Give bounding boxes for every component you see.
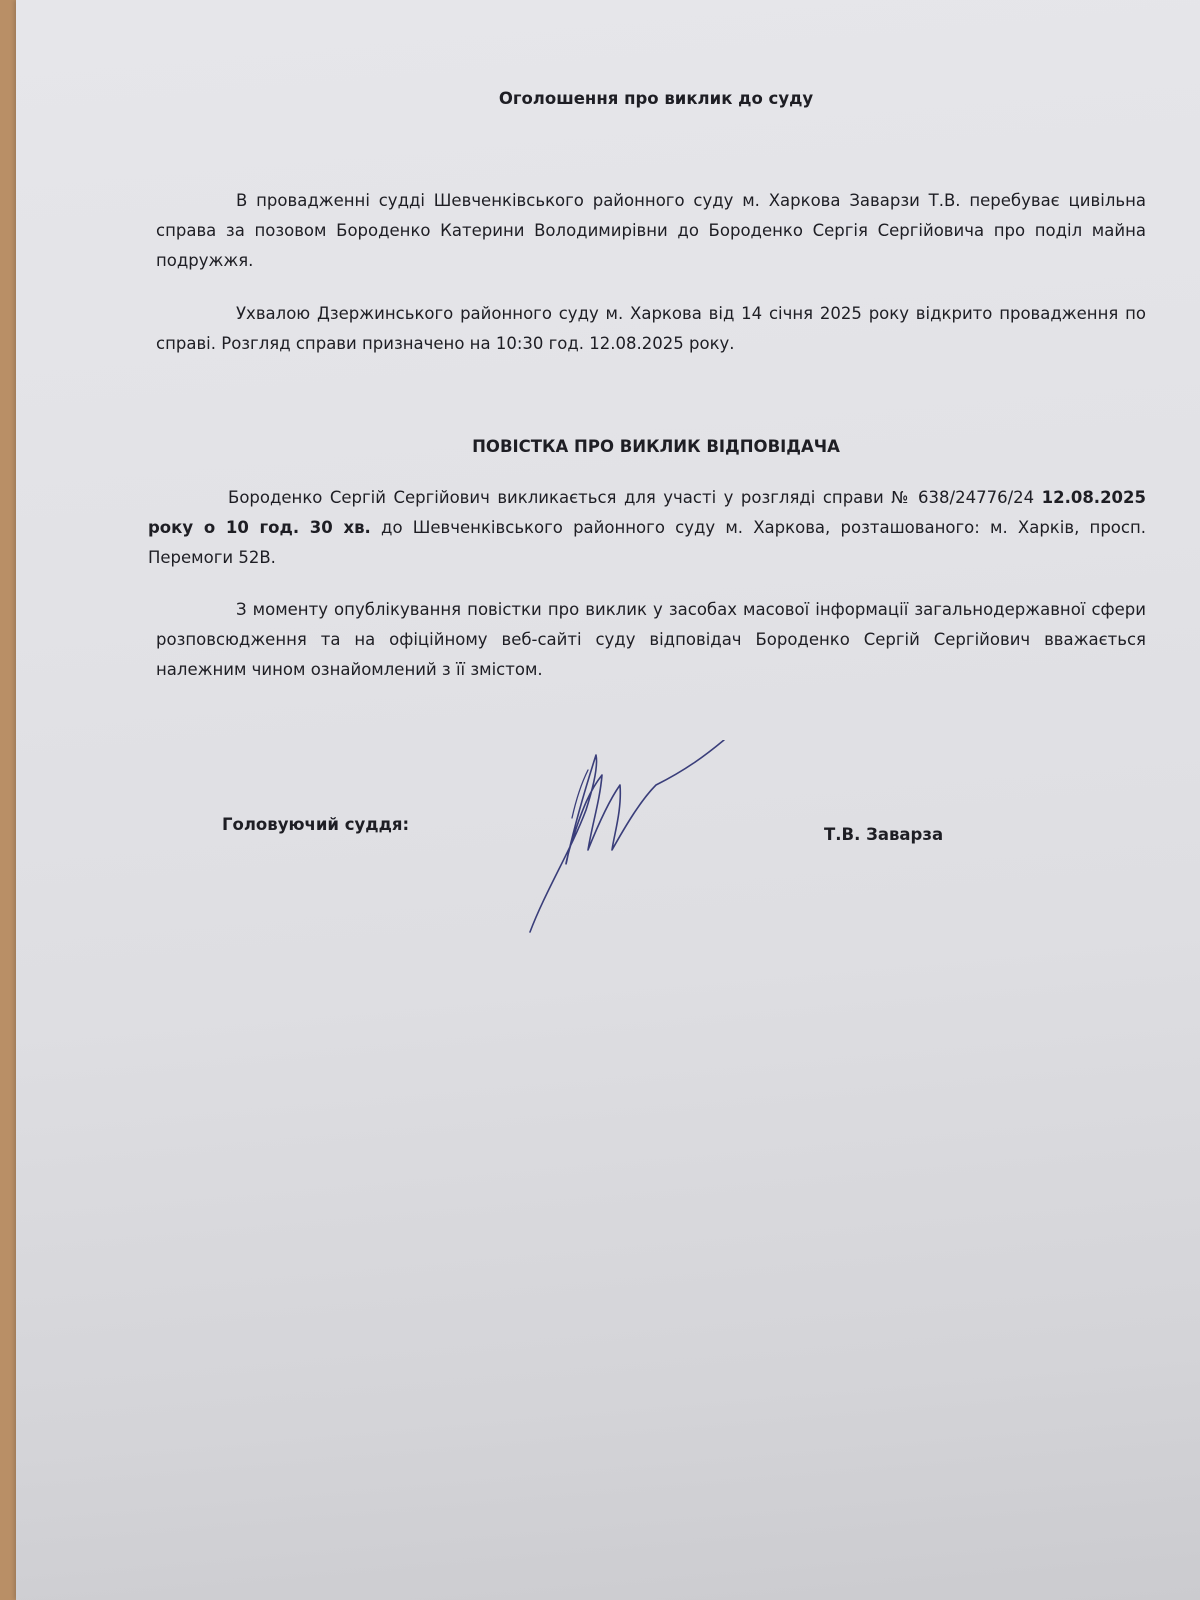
court-notice-document xyxy=(16,0,1200,1600)
paper-sheet xyxy=(16,0,1200,1600)
summons-title: ПОВІСТКА ПРО ВИКЛИК ВІДПОВІДАЧА xyxy=(472,437,840,456)
summons-text-start: Бороденко Сергій Сергійович викликається для участі у розгляді справи № 638/24776/24 xyxy=(228,488,1042,507)
handwritten-signature xyxy=(516,740,746,960)
summons-text-end: до Шевченківського районного суду м. Харкова, розташованого: м. Харків, просп. Перемоги 52В. xyxy=(148,518,1146,567)
presiding-judge-label: Головуючий суддя: xyxy=(222,815,410,834)
paragraph-publication-notice: З моменту опублікування повістки про виклик у засобах масової інформації загальнодержавної сфери розповсюдження та на офіційному веб-сайті суду відповідач Бороденко Сергій Сергійович вважається належним чином ознайомлений з її змістом. xyxy=(156,600,1146,679)
document-title: Оголошення про виклик до суду xyxy=(498,89,814,108)
paragraph-ruling: Ухвалою Дзержинського районного суду м. Харкова від 14 січня 2025 року відкрито провадження по справі. Розгляд справи призначено на 10:30 год. 12.08.2025 року. xyxy=(156,304,1146,353)
paragraph-case-info: В провадженні судді Шевченківського районного суду м. Харкова Заварзи Т.В. перебуває цивільна справа за позовом Бороденко Катерини Володимирівни до Бороденко Сергія Сергійовича про поділ майна подружжя. xyxy=(156,191,1146,270)
judge-name: Т.В. Заварза xyxy=(824,825,944,844)
hearing-datetime: 12.08.2025 року о 10 год. 30 хв. xyxy=(148,488,1146,537)
paragraph-summons xyxy=(148,483,1146,573)
